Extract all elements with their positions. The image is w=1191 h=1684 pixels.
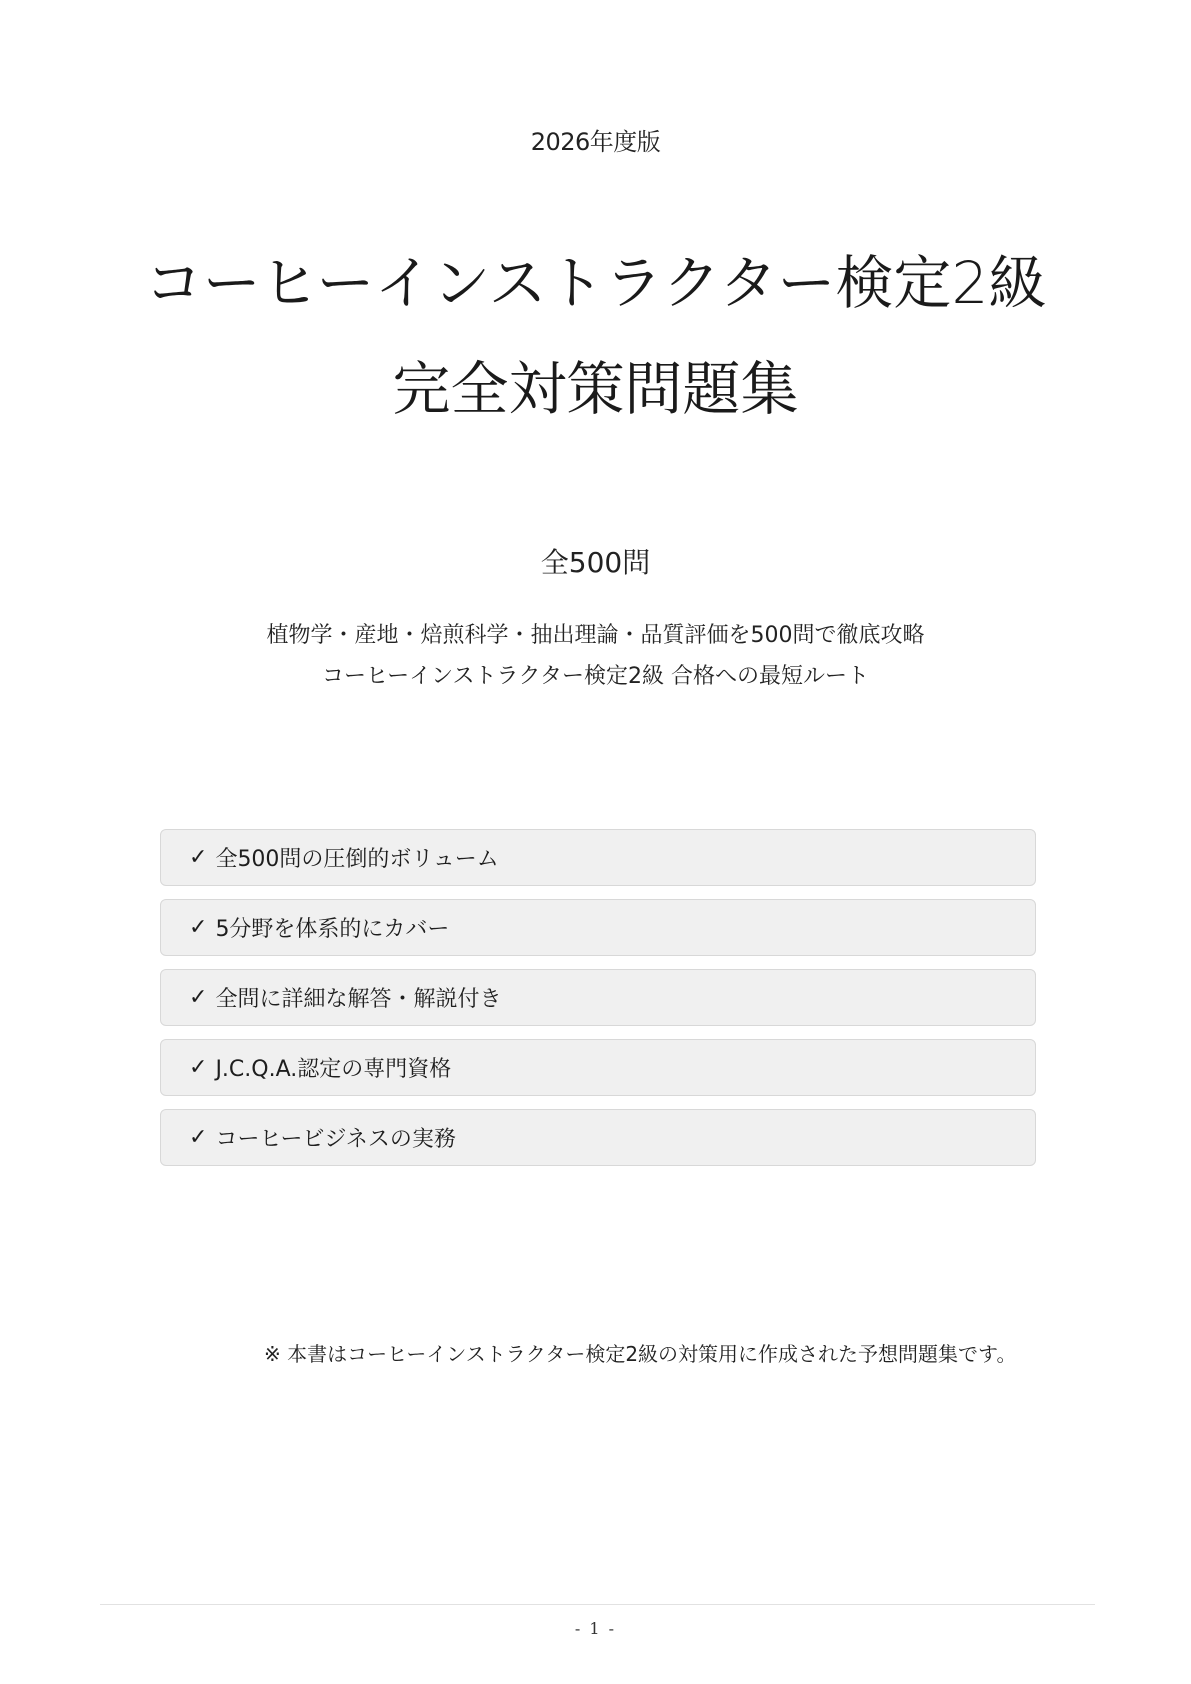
- feature-label: 全500問の圧倒的ボリューム: [215, 847, 499, 872]
- footer-divider: [100, 1604, 1095, 1605]
- check-icon: ✓: [189, 1055, 208, 1080]
- feature-label: 全問に詳細な解答・解説付き: [215, 987, 502, 1012]
- check-icon: ✓: [189, 985, 208, 1010]
- tagline-line-1: 植物学・産地・焙煎科学・抽出理論・品質評価を500問で徹底攻略: [266, 623, 925, 648]
- title-line-2: 完全対策問題集: [392, 355, 799, 423]
- feature-label: 5分野を体系的にカバー: [215, 917, 450, 942]
- feature-label: コーヒービジネスの実務: [215, 1127, 456, 1152]
- feature-list: [160, 829, 1036, 1179]
- feature-item: [160, 1109, 1036, 1166]
- check-icon: ✓: [189, 915, 208, 940]
- question-count: 全500問: [540, 546, 651, 579]
- disclaimer-note: ※ 本書はコーヒーインストラクター検定2級の対策用に作成された予想問題集です。: [264, 1342, 1017, 1366]
- edition-label: 2026年度版: [530, 128, 661, 156]
- feature-label: J.C.Q.A.認定の専門資格: [215, 1057, 452, 1082]
- tagline-line-2: コーヒーインストラクター検定2級 合格への最短ルート: [321, 664, 869, 689]
- title-line-1: コーヒーインストラクター検定2級: [144, 249, 1047, 317]
- check-icon: ✓: [189, 1125, 208, 1150]
- feature-item: [160, 829, 1036, 886]
- feature-item: [160, 969, 1036, 1026]
- check-icon: ✓: [189, 845, 208, 870]
- feature-item: [160, 1039, 1036, 1096]
- page-number: - 1 -: [574, 1619, 617, 1638]
- feature-item: [160, 899, 1036, 956]
